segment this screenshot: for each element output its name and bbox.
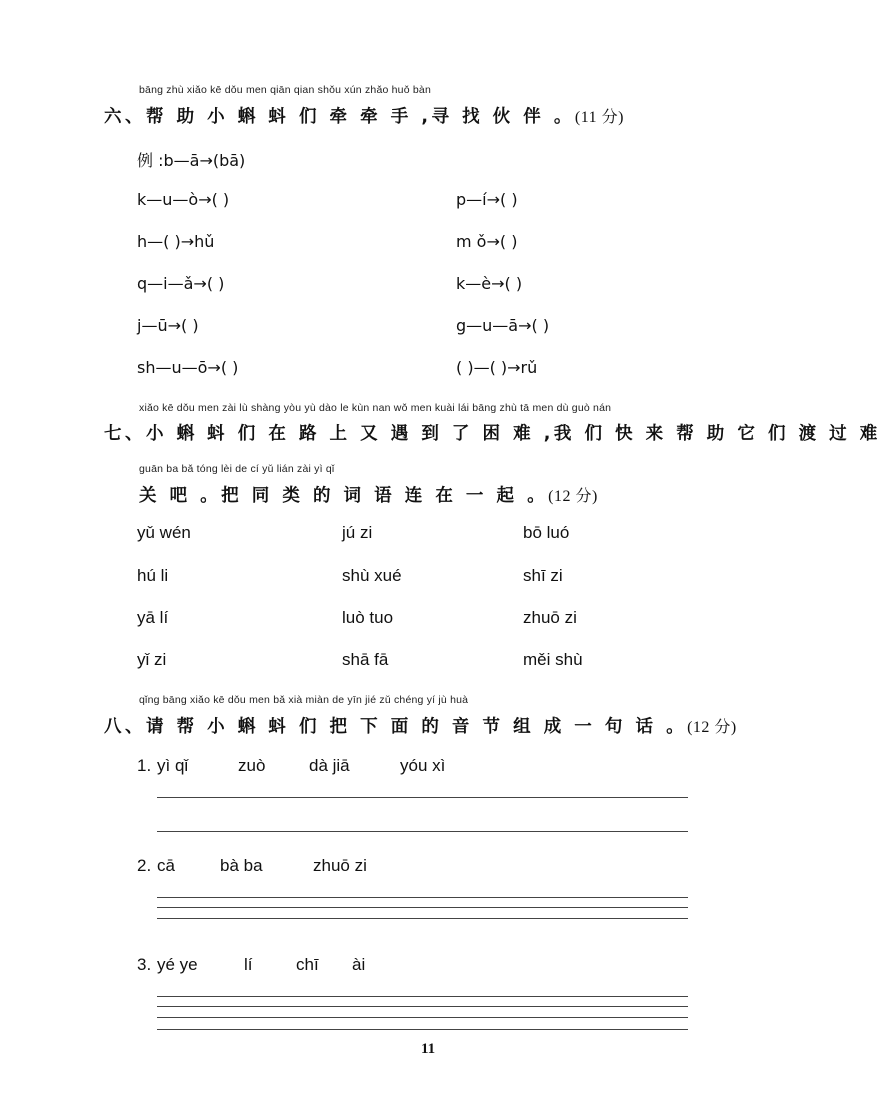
- section8-pinyin: qǐng bāng xiǎo kē dǒu men bǎ xià miàn de yīn jié zǔ chéng yí jù huà: [139, 694, 469, 706]
- answer-line[interactable]: [157, 1006, 688, 1007]
- word-cell: hú li: [137, 566, 169, 585]
- page-number: 11: [421, 1041, 436, 1057]
- syllable: yé ye: [157, 955, 198, 974]
- section7-pinyin-1: xiǎo kē dǒu men zài lù shàng yòu yù dào le kùn nan wǒ men kuài lái bāng zhù tā men dù guò nán: [139, 402, 612, 414]
- answer-line[interactable]: [157, 1017, 688, 1018]
- sentence-number: 1.: [137, 756, 152, 775]
- section6-right-item-1: p—í→( ): [456, 190, 518, 209]
- syllable: cā: [157, 856, 175, 875]
- word-cell: zhuō zi: [523, 608, 577, 627]
- answer-line[interactable]: [157, 831, 688, 832]
- section6-right-item-2: m ǒ→( ): [456, 232, 518, 251]
- answer-line[interactable]: [157, 897, 688, 898]
- section6-pinyin: bāng zhù xiǎo kē dǒu men qiān qian shǒu xún zhǎo huǒ bàn: [139, 84, 431, 96]
- section7-score: (12 分): [548, 488, 598, 505]
- section6-example: 例 :b—ā→(bā): [137, 151, 246, 170]
- word-cell: luò tuo: [342, 608, 394, 627]
- syllable: yóu xì: [400, 756, 446, 775]
- sentence-number: 2.: [137, 856, 152, 875]
- section6-score: (11 分): [574, 109, 624, 126]
- section6-left-item-2: h—( )→hǔ: [137, 232, 215, 251]
- section7-pinyin-2: guān ba bǎ tóng lèi de cí yǔ lián zài yì qǐ: [139, 463, 335, 475]
- section6-left-item-3: q—i—ǎ→( ): [137, 274, 225, 293]
- word-cell: yā lí: [137, 608, 169, 627]
- syllable: zuò: [238, 756, 266, 775]
- word-cell: shī zi: [523, 566, 563, 585]
- section7-title-1: 七、小 蝌 蚪 们 在 路 上 又 遇 到 了 困 难 ,我 们 快 来 帮 助 它 们 渡 过 难: [104, 424, 881, 444]
- section8-title: 八、请 帮 小 蝌 蚪 们 把 下 面 的 音 节 组 成 一 句 话 。(12 分): [104, 717, 737, 737]
- sentence-number: 3.: [137, 955, 152, 974]
- word-cell: yǐ zi: [137, 650, 167, 669]
- word-cell: shā fā: [342, 650, 389, 669]
- word-cell: měi shù: [523, 650, 583, 669]
- answer-line[interactable]: [157, 918, 688, 919]
- syllable: lí: [244, 955, 253, 974]
- answer-line[interactable]: [157, 996, 688, 997]
- section6-right-item-4: g—u—ā→( ): [456, 316, 550, 335]
- section6-left-item-5: sh—u—ō→( ): [137, 358, 239, 377]
- word-cell: bō luó: [523, 523, 570, 542]
- section6-right-item-5: ( )—( )→rǔ: [456, 358, 538, 377]
- section6-title: 六、帮 助 小 蝌 蚪 们 牵 牵 手 ,寻 找 伙 伴 。(11 分): [104, 107, 624, 127]
- answer-line[interactable]: [157, 907, 688, 908]
- syllable: zhuō zi: [313, 856, 367, 875]
- syllable: ài: [352, 955, 366, 974]
- section7-title-2: 关 吧 。把 同 类 的 词 语 连 在 一 起 。(12 分): [139, 486, 598, 506]
- syllable: bà ba: [220, 856, 263, 875]
- answer-line[interactable]: [157, 1029, 688, 1030]
- section6-right-item-3: k—è→( ): [456, 274, 523, 293]
- syllable: dà jiā: [309, 756, 350, 775]
- word-cell: jú zi: [342, 523, 373, 542]
- word-cell: yǔ wén: [137, 523, 191, 542]
- word-cell: shù xué: [342, 566, 402, 585]
- syllable: yì qǐ: [157, 756, 189, 775]
- syllable: chī: [296, 955, 319, 974]
- section6-left-item-4: j—ū→( ): [137, 316, 199, 335]
- section8-score: (12 分): [687, 719, 737, 736]
- answer-line[interactable]: [157, 797, 688, 798]
- section6-left-item-1: k—u—ò→( ): [137, 190, 230, 209]
